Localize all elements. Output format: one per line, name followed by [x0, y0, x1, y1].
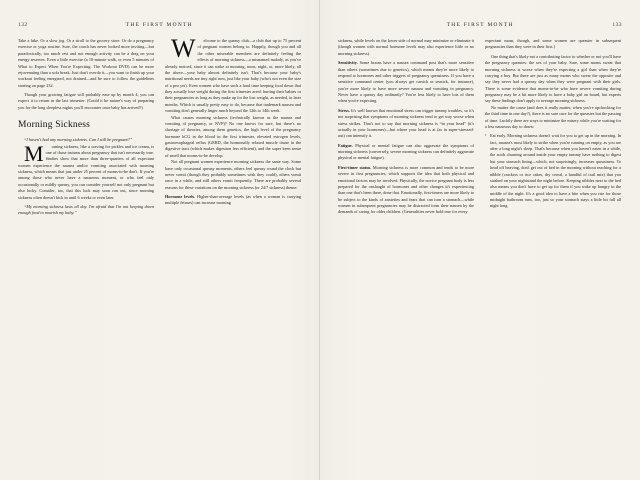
paragraph: Though your growing fatigue will probably ease up by month 4, you can expect it to return in the last trimester. (Could it be nature's way of preparing you for the long sleepless nights you'll encounter once baby has arrived?): [18, 92, 154, 110]
paragraph: Not all pregnant women experience morning sickness the same way. Some have only occasional queasy moments, others feel queasy round the clock but never vomit (though they probably sometimes wish they could), others vomit once in a while, and still others vomit frequently. There are probably several reasons for these variations on the morning sickness (or 24/7 sickness) theme:: [165, 159, 301, 190]
paragraph-fatigue: [338, 143, 474, 162]
paragraph: sickness, while levels on the lower side of normal may minimize or eliminate it (though women with normal hormone levels may also experience little or no morning sickness).: [338, 38, 474, 56]
right-page: [320, 0, 640, 480]
paragraph-hormone-levels: [165, 194, 301, 207]
drop-capital: W: [171, 34, 196, 63]
paragraph-text: elcome to the queasy club—a club that up to 75 percent of pregnant women belong to. Happily, though you and all the other miserable members are definitely feeling the effects of morning sickness—a misnamed malady, as you've already noticed, since it can strike at morning, noon, night, or, more likely, all the above—your baby almost definitely isn't. That's because your baby's nutritional needs are tiny right now, just like your baby (who's not even the size of a pea yet). Even women who have such a hard time keeping food down that they actually lose weight during the first trimester aren't hurting their babies or their pregnancies as long as they make up for the lost weight, as needed, in later months. Which is usually pretty easy to do, because that trademark nausea and vomiting don't generally linger much beyond the 12th to 14th week.: [165, 38, 301, 114]
paragraph-text: orning sickness, like a craving for pickles and ice cream, is one of those truisms about pregnancy that isn't necessarily true. Studies show that more than three-quarters of all expectant women experience the nausea and/or vomiting associated with morning sickness, which means that just under 25 percent of moms-to-be don't. If you're among those who never have a nauseous moment, or who feel only occasionally or mildly queasy, you can consider yourself not only pregnant but also lucky. Consider, too, that this luck may soon run out, since morning sickness often doesn't kick in until 6 weeks or even later.: [18, 143, 154, 200]
right-column-2: [485, 38, 621, 474]
paragraph: expectant mom, though, and some women are queasier in subsequent pregnancies than they were in their first.): [485, 38, 621, 50]
paragraph: No matter the cause (and does it really matter, when you're upchucking for the third time in one day?), there is no sure cure for the queasies but the passing of time. Luckily there are ways to minimize the misery while you're waiting for a less nauseous day to dawn:: [485, 104, 621, 129]
run-in-heading: Stress.: [338, 107, 350, 113]
running-head-title-left: THE FIRST MONTH: [125, 22, 193, 28]
section-heading-morning-sickness: Morning Sickness: [18, 120, 91, 131]
drop-capital: M: [24, 140, 44, 166]
tips-list: [485, 133, 621, 210]
paragraph-text: It's well known that emotional stress can trigger tummy troubles, so it's not surprising that symptoms of morning sickness tend to get way worse when stress strikes. That's not to say that morning sickness is “in your head” (it's actually in your hormones)—but where your head is at (as in super-stressed-out) can intensify it.: [338, 107, 474, 139]
run-in-heading: First-timer status.: [338, 164, 372, 170]
left-page-columns: [18, 34, 301, 474]
paragraph-text: Morning sickness is more common and tends to be more severe in first pregnancies, which supports the idea that both physical and emotional factors may be involved. Physically, the novice pregnant body is less prepared for the onslaught of hormones and other changes it's experiencing than one that's been there, done that. Emotionally, first-timers are more likely to be subject to the kinds of anxieties and fears that can turn a stomach—while women in subsequent pregnancies may be distracted from their nausea by the demands of caring for older children. (Generalities never hold true for every: [338, 164, 474, 215]
running-head-right: [338, 22, 622, 32]
run-in-heading: Hormone levels.: [165, 194, 196, 199]
paragraph-text: Physical or mental fatigue can also aggravate the symptoms of morning sickness (conversely, severe morning sickness can definitely aggravate physical or mental fatigue).: [338, 142, 474, 161]
paragraph: What causes morning sickness (technically known as the nausea and vomiting of pregnancy, or NVP)? No one knows for sure, but there's no shortage of theories, among them genetics, the high level of the pregnancy hormone hCG in the blood in the first trimester, elevated estrogen levels, gastroesophageal reflux (GERD, the hormonally relaxed muscle tissue in the digestive tract (which makes digestion less efficient), and the super keen sense of smell that moms-to-be develop.: [165, 114, 301, 158]
paragraph-with-dropcap: [165, 34, 301, 115]
paragraph-text: Some brains have a nausea command post that's more sensitive than others (sometimes due to genetics), which means they're more likely to respond to hormones and other triggers of pregnancy queasiness. If you have a sensitive command center (you always get carsick or seasick, for instance), you're more likely to have more severe nausea and vomiting in pregnancy. Never have a queasy day ordinarily? You're less likely to have lots of them when you're expecting.: [338, 60, 474, 104]
left-column-2: [165, 34, 301, 474]
folio-right: 133: [612, 22, 622, 28]
running-head-title-right: THE FIRST MONTH: [446, 22, 514, 28]
running-head-left: [18, 22, 301, 32]
paragraph-stress: [338, 108, 474, 140]
run-in-heading: Fatigue.: [338, 142, 353, 148]
reader-question: “I haven't had any morning sickness. Can I still be pregnant?”: [24, 137, 133, 143]
paragraph-text: Higher-than-average levels (as when a woman is carrying multiple fetuses) can increase morning: [165, 194, 301, 206]
reader-question: “My morning sickness lasts all day. I'm afraid that I'm not keeping down enough food to nourish my baby.”: [18, 203, 154, 216]
paragraph: Take a hike. Or a slow jog. Or a stroll to the grocery store. Or do a pregnancy exercise or yoga routine. Sure, the couch has never looked more inviting—but paradoxically, too much rest and not enough activity can be a drag on your energy reserves. Even a little exercise (a 10-minute walk, or even 5 minutes of What to Expect When You're Expecting: The Workout DVD) can be more rejuvenating than a sofa break. Just don't overdo it—you want to finish up your workout feeling energized, not drained—and be sure to follow the guidelines starting on page 232.: [18, 38, 154, 88]
paragraph-first-timer-status: [338, 165, 474, 216]
list-item: ▪ Eat early. Morning sickness doesn't wait for you to get up in the morning. In fact, nausea's most likely to strike when you're running on empty, as you are after a long night's sleep. That's because when you haven't eaten in a while, the acids churning around inside your empty tummy have nothing to digest but your stomach lining—which, not surprisingly, increases queasiness. To head off heaving, don't get out of bed in the morning without reaching for a nibble (crackers or rice cakes, dry cereal, a handful of trail mix) that you stashed on your nightstand the night before. Keeping nibbles next to the bed also means you don't have to get up for them if you wake up hungry in the middle of the night. It's a good idea to have a bite when you rise for those midnight bathroom runs, too, just so your stomach stays a little bit full all night long.: [485, 133, 621, 210]
run-in-heading: Sensitivity.: [338, 60, 358, 66]
right-column-1: [338, 38, 474, 474]
folio-left: 132: [18, 22, 28, 28]
right-page-columns: [338, 38, 622, 474]
left-column-1: [18, 38, 154, 474]
paragraph-sensitivity: [338, 60, 474, 105]
paragraph: One thing that's likely not a contributing factor to whether or not you'll have the pregnancy queasies: the sex of your baby. Sure, some moms swear that morning sickness is worse when they're expecting a girl than when they're carrying a boy. But there are just as many moms who swear the opposite and say they never had a queasy day when they were pregnant with their girls. There is some evidence that moms-to-be who have severe vomiting during pregnancy may be a bit more likely to have a baby girl on board, but experts say these findings don't apply to average morning sickness.: [485, 53, 621, 104]
